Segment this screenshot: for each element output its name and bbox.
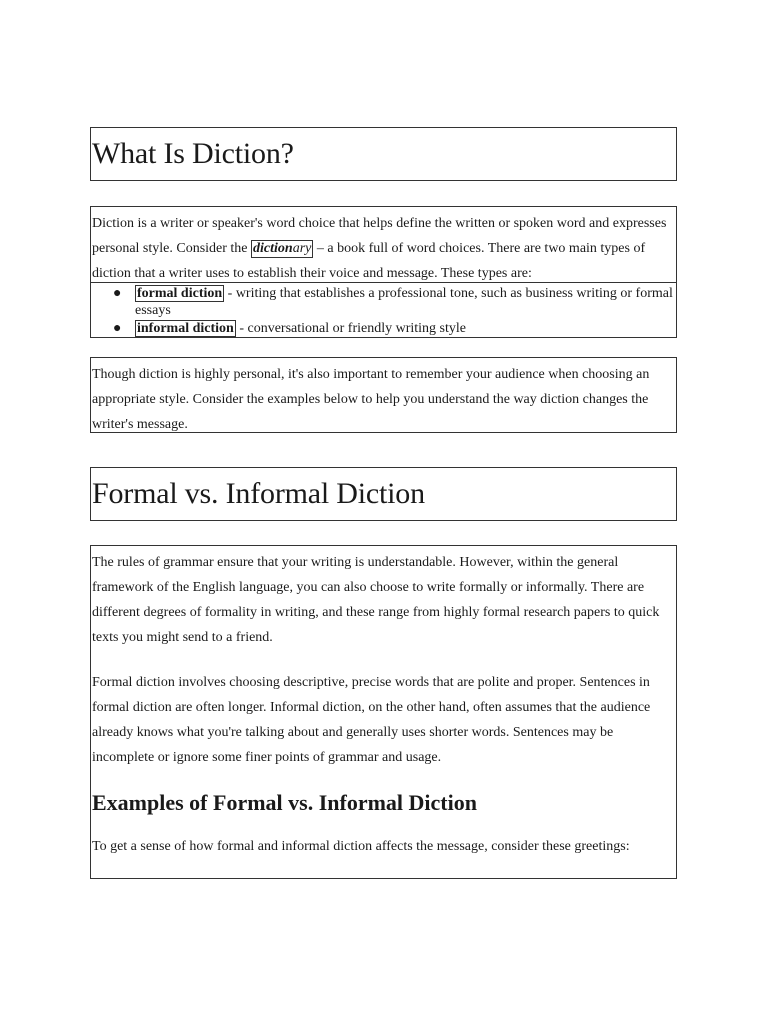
bullet-icon: ● (113, 321, 122, 336)
dictionary-term-bold: diction (253, 241, 293, 256)
section-heading: Formal vs. Informal Diction (92, 477, 425, 510)
informal-diction-description: - conversational or friendly writing style (235, 321, 467, 336)
formal-informal-content-box (90, 545, 677, 879)
section-title-box (90, 127, 677, 181)
dictionary-term (251, 240, 313, 258)
dictionary-term-rest: ary (292, 241, 312, 256)
section-title-box (90, 467, 677, 521)
formal-diction-term: formal diction (137, 286, 223, 301)
list-item (91, 320, 676, 337)
intro-text-before: Diction is a writer or speaker's word choice that helps define the written or spoken word and expresses personal style. Consider the (92, 216, 667, 256)
types-list-box (90, 282, 677, 338)
formal-diction-description: - writing that establishes a professional tone, such as business writing or formal essays (135, 286, 673, 318)
diction-types-list (91, 285, 676, 337)
list-item (91, 285, 676, 319)
examples-subheading: Examples of Formal vs. Informal Diction (92, 790, 477, 815)
intro-paragraph (91, 211, 676, 286)
greetings-intro-paragraph: To get a sense of how formal and informal diction affects the message, consider these greetings: (92, 839, 630, 854)
grammar-paragraph: The rules of grammar ensure that your writing is understandable. However, within the general framework of the English language, you can also choose to write formally or informally. There are different degrees of formality in writing, and these range from highly formal research papers to quick texts you might send to a friend. (92, 555, 660, 645)
term-label-box (135, 320, 236, 337)
audience-paragraph: Though diction is highly personal, it's also important to remember your audience when choosing an appropriate style. Consider the examples below to help you understand the way diction changes the writer's message. (92, 367, 650, 432)
page-title: What Is Diction? (92, 137, 294, 170)
informal-diction-term: informal diction (137, 321, 234, 336)
audience-box (90, 357, 677, 433)
intro-text-after: – a book full of word choices. There are two main types of diction that a writer uses to establish their voice and message. These types are: (92, 241, 646, 281)
term-label-box (135, 285, 224, 302)
intro-box (90, 206, 677, 283)
bullet-icon: ● (113, 286, 122, 301)
formal-diction-paragraph: Formal diction involves choosing descriptive, precise words that are polite and proper. Sentences in formal diction are often longer. Informal diction, on the other hand, often assumes that the audience already knows what you're talking about and generally uses shorter words. Sentences may be incomplete or ignore some finer points of grammar and usage. (92, 675, 651, 765)
